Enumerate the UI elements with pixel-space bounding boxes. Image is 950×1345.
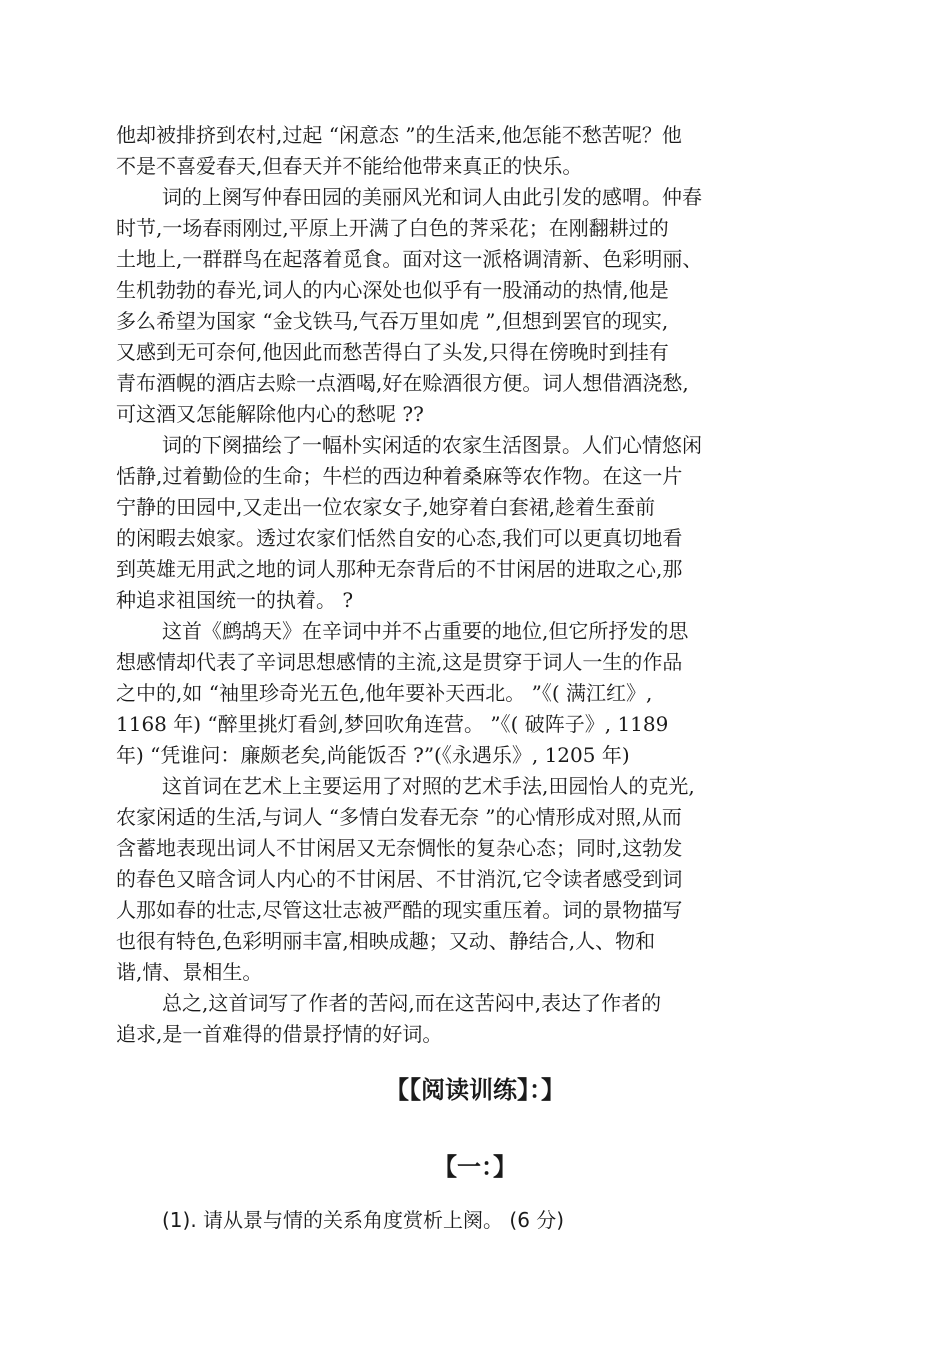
body-line: 之中的,如 “袖里珍奇光五色,他年要补天西北。 ”《( 满江红》, — [116, 681, 653, 705]
question-item: (1). 请从景与情的关系角度赏析上阕。 (6 分) — [162, 1208, 565, 1232]
body-line: 土地上,一群群鸟在起落着觅食。面对这一派格调清新、色彩明丽、 — [116, 247, 703, 271]
body-line: 想感情却代表了辛词思想感情的主流,这是贯穿于词人一生的作品 — [116, 650, 683, 674]
paragraph-start: 这首词在艺术上主要运用了对照的艺术手法,田园怡人的克光, — [162, 774, 695, 798]
body-line: 到英雄无用武之地的词人那种无奈背后的不甘闲居的进取之心,那 — [116, 557, 683, 581]
body-line: 青布酒幌的酒店去赊一点酒喝,好在赊酒很方便。词人想借酒浇愁, — [116, 371, 689, 395]
body-line: 也很有特色,色彩明丽丰富,相映成趣；又动、静结合,人、物和 — [116, 929, 656, 953]
paragraph-start: 词的下阕描绘了一幅朴实闲适的农家生活图景。人们心情悠闲 — [162, 433, 702, 457]
body-line: 他却被排挤到农村,过起 “闲意态 ”的生活来,他怎能不愁苦呢？他 — [116, 123, 682, 147]
paragraph-start: 总之,这首词写了作者的苦闷,而在这苦闷中,表达了作者的 — [162, 991, 662, 1015]
body-line: 年) “凭谁问：廉颇老矣,尚能饭否 ?”(《永遇乐》, 1205 年) — [116, 743, 630, 767]
body-line: 不是不喜爱春天,但春天并不能给他带来真正的快乐。 — [116, 154, 583, 178]
paragraph-start: 这首《鹧鸪天》在辛词中并不占重要的地位,但它所抒发的思 — [162, 619, 689, 643]
body-line: 生机勃勃的春光,词人的内心深处也似乎有一股涌动的热情,他是 — [116, 278, 669, 302]
body-line: 谐,情、景相生。 — [116, 960, 263, 984]
body-line: 1168 年) “醉里挑灯看剑,梦回吹角连营。 ”《( 破阵子》, 1189 — [116, 712, 669, 736]
body-line: 多么希望为国家 “金戈铁马,气吞万里如虎 ”,但想到罢官的现实, — [116, 309, 669, 333]
body-line: 人那如春的壮志,尽管这壮志被严酷的现实重压着。词的景物描写 — [116, 898, 683, 922]
section-heading: 【【阅读训练】：】 — [385, 1075, 565, 1104]
sub-heading: 【一：】 — [433, 1152, 517, 1181]
body-line: 的春色又暗含词人内心的不甘闲居、不甘消沉,它令读者感受到词 — [116, 867, 683, 891]
paragraph-start: 词的上阕写仲春田园的美丽风光和词人由此引发的感喟。仲春 — [162, 185, 702, 209]
body-line: 含蓄地表现出词人不甘闲居又无奈惆怅的复杂心态；同时,这勃发 — [116, 836, 683, 860]
body-line: 可这酒又怎能解除他内心的愁呢 ?? — [116, 402, 424, 426]
body-line: 宁静的田园中,又走出一位农家女子,她穿着白套裙,趁着生蚕前 — [116, 495, 656, 519]
body-line: 种追求祖国统一的执着。 ? — [116, 588, 354, 612]
body-line: 农家闲适的生活,与词人 “多情白发春无奈 ”的心情形成对照,从而 — [116, 805, 682, 829]
body-line: 时节,一场春雨刚过,平原上开满了白色的荠采花；在刚翻耕过的 — [116, 216, 669, 240]
body-line: 追求,是一首难得的借景抒情的好词。 — [116, 1022, 443, 1046]
body-line: 恬静,过着勤俭的生命；牛栏的西边种着桑麻等农作物。在这一片 — [116, 464, 683, 488]
body-line: 又感到无可奈何,他因此而愁苦得白了头发,只得在傍晚时到挂有 — [116, 340, 669, 364]
body-line: 的闲暇去娘家。透过农家们恬然自安的心态,我们可以更真切地看 — [116, 526, 683, 550]
